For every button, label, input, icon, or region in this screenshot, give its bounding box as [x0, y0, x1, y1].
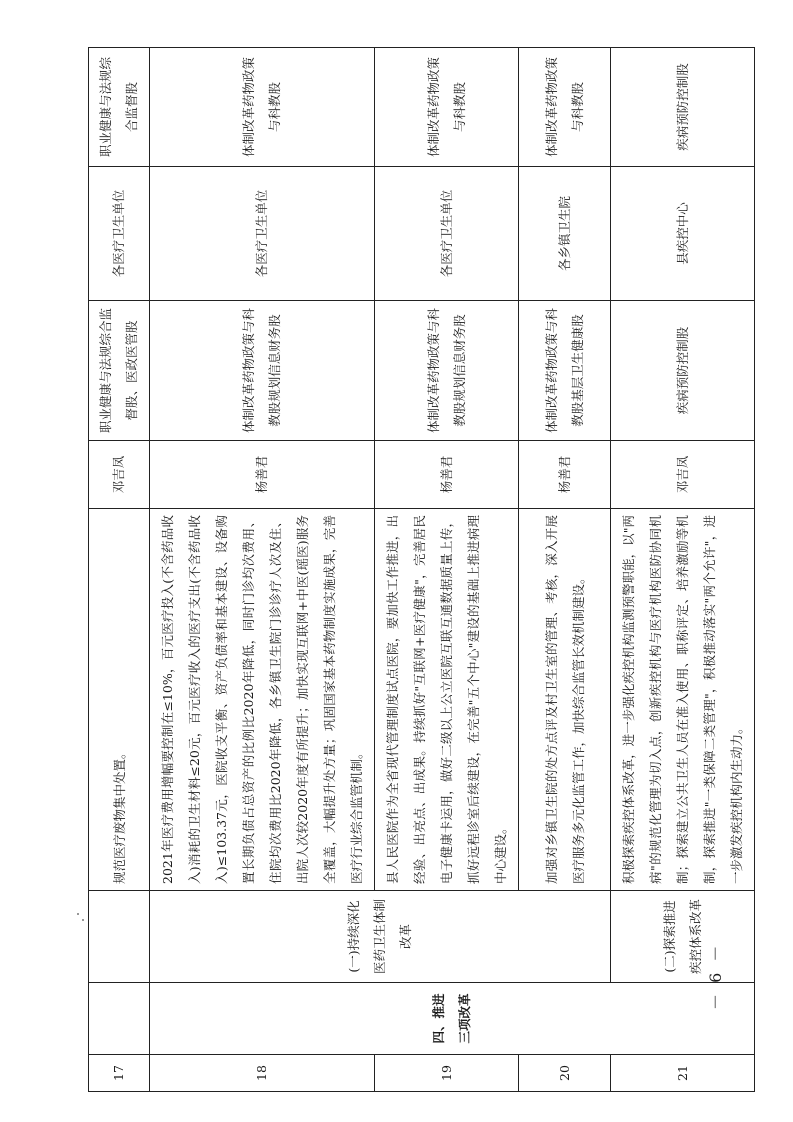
row-number: 21 [611, 1055, 755, 1092]
task-description: 加强对乡镇卫生院的处方点评及村卫生室的管理、考核，深入开展医疗服务多元化监管工作，加快综合监管长效机制建设。 [519, 509, 611, 891]
subcategory-cell-empty [89, 891, 150, 983]
row-number: 19 [375, 1055, 519, 1092]
responsible-unit: 县疾控中心 [611, 167, 755, 301]
scan-speck [82, 919, 84, 921]
row-number: 18 [150, 1055, 375, 1092]
table-row [89, 48, 150, 1092]
task-table-rotated [88, 48, 744, 1092]
responsible-department: 疾病预防控制股 [611, 48, 755, 167]
page-number: － 6 － [706, 942, 725, 1010]
lead-department: 疾病预防控制股 [611, 301, 755, 441]
lead-official: 杨善君 [519, 441, 611, 509]
category-cell-empty [89, 983, 150, 1055]
task-description: 规范医疗废物集中处置。 [89, 509, 150, 891]
row-number: 20 [519, 1055, 611, 1092]
subcategory-medical-reform: (一)持续深化医药卫生体制改革 [150, 891, 611, 983]
responsible-department: 体制改革药物政策与科教股 [150, 48, 375, 167]
lead-official: 邓吉凤 [611, 441, 755, 509]
responsible-department: 体制改革药物政策与科教股 [375, 48, 519, 167]
lead-official: 邓吉凤 [89, 441, 150, 509]
table-row [611, 48, 755, 1092]
lead-department: 体制改革药物政策与科教股基层卫生健康股 [519, 301, 611, 441]
lead-official: 杨善君 [375, 441, 519, 509]
row-number: 17 [89, 1055, 150, 1092]
responsible-unit: 各医疗卫生单位 [89, 167, 150, 301]
lead-department: 体制改革药物政策与科教股规划信息财务股 [375, 301, 519, 441]
responsible-unit: 各乡镇卫生院 [519, 167, 611, 301]
task-table [88, 47, 755, 1092]
task-description: 县人民医院作为全省现代管理制度试点医院，要加快工作推进，出经验、出亮点、出成果。持续抓好"互联网+医疗健康"，完善居民电子健康卡运用，做好二级以上公立医院互联互通数据质量上传，抓好远程诊室后续建设，在完善"五个中心"建设的基础上推进病理中心建设。 [375, 509, 519, 891]
subcategory-cdc-reform: (二)探索推进疾控体系改革 [611, 891, 755, 983]
table-row [150, 48, 375, 1092]
lead-official: 杨善君 [150, 441, 375, 509]
responsible-department: 体制改革药物政策与科教股 [519, 48, 611, 167]
lead-department: 职业健康与法规综合监督股、医政医管股 [89, 301, 150, 441]
task-description: 2021年医疗费用增幅要控制在≤10%，百元医疗投入(不含药品收入)消耗的卫生材料≤20元，百元医疗收入的医疗支出(不含药品收入)≤103.37元，医院收支平衡、资产负债率和基本建设、设备购置长期负债占总资产的比例比2020年降低，同时门诊均次费用、住院均次费用比2020年降低，各乡镇卫生院门诊诊疗人次及住、出院人次较2020年度有所提升；加快实现互联网+中医(瑶医)服务全覆盖，大幅提升处方量；巩固国家基本药物制度实施成果，完善医疗行业综合监管机制。 [150, 509, 375, 891]
category-main: 四、推进三项改革 [150, 983, 755, 1055]
responsible-department: 职业健康与法规综合监督股 [89, 48, 150, 167]
responsible-unit: 各医疗卫生单位 [375, 167, 519, 301]
lead-department: 体制改革药物政策与科教股规划信息财务股 [150, 301, 375, 441]
task-description: 积极探索疾控体系改革，进一步强化疾控机构监测预警职能，以"两病"的规范化管理为切入点，创新疾控机构与医疗机构医防协同机制；探索建立公共卫生人员在准入使用、职称评定、培养激励等机制，探索推进"一类保障二类管理"，积极推动落实"两个允许"，进一步激发疾控机构内生动力。 [611, 509, 755, 891]
scan-speck [77, 913, 79, 915]
responsible-unit: 各医疗卫生单位 [150, 167, 375, 301]
